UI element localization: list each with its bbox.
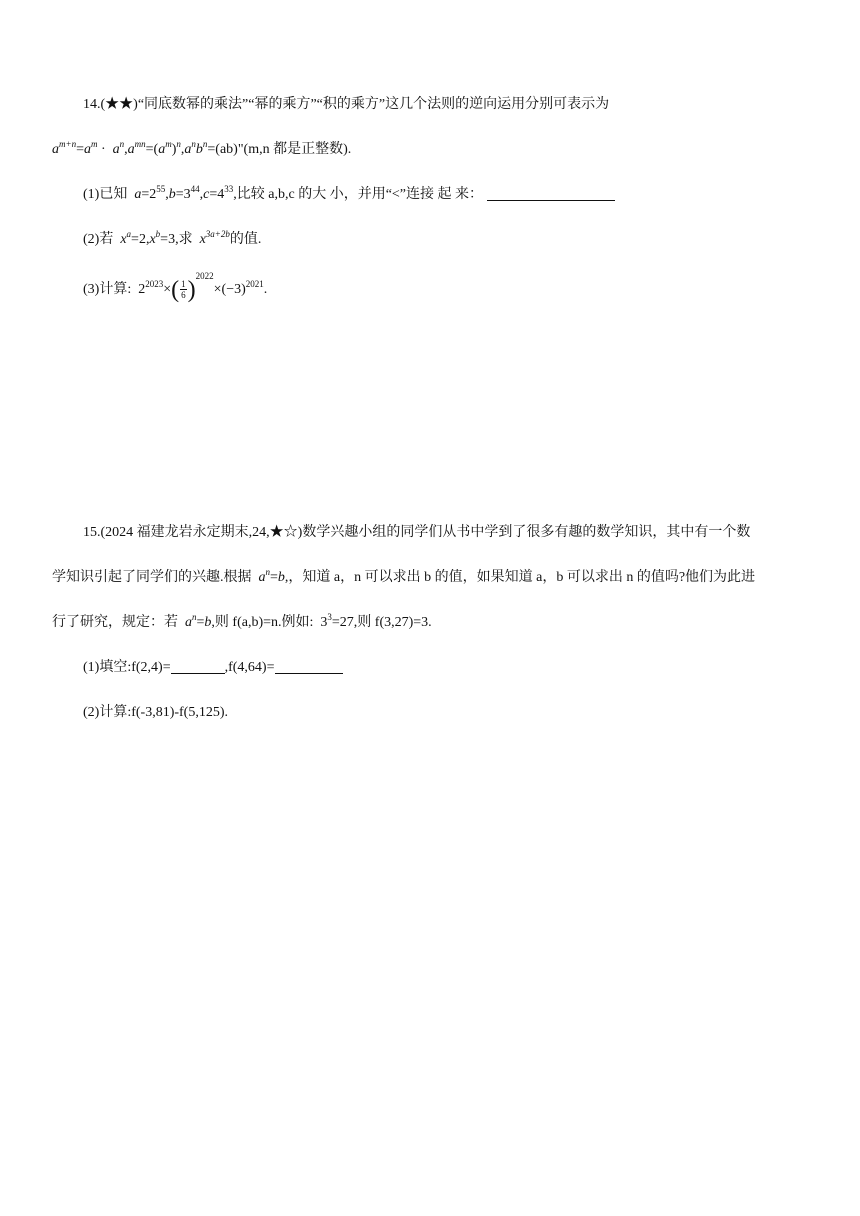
- q15-part2: (2)计算:f(-3,81)-f(5,125).: [83, 705, 229, 720]
- q15-line2: 学知识引起了同学们的兴趣.根据 $a^n=b$,，知道 a，n 可以求出 b 的值，如果知道 a，b 可以求出 n 的值吗?他们为此进: [52, 567, 756, 585]
- answer-blank-2[interactable]: [275, 659, 343, 674]
- q15-part1: (1)填空:f(2,4)= ,f(4,64)=: [83, 659, 343, 677]
- q14-part1: (1)已知 $a=2^{55},b=3^{44},c=4^{33}$,比较 a,b,c 的大 小，并用“<”连接 起 来：: [83, 186, 615, 204]
- answer-blank-1[interactable]: [171, 659, 225, 674]
- q14-part2: (2)若 $x^a=2,x^b=3$,求 $x^{3a+2b}$的值.: [83, 229, 262, 247]
- fraction: $\frac{1}{6}$: [181, 279, 186, 301]
- answer-blank[interactable]: [487, 186, 615, 201]
- q14-intro: 14.(★★)“同底数幂的乘法”“幂的乘方”“积的乘方”这几个法则的逆向运用分别可表示为: [83, 97, 610, 112]
- q14-part3: (3)计算: $2^{2023}\times$( $\frac{1}{6}$ )$^{2022}\times(-3)^{2021}$.: [83, 271, 268, 303]
- q15-line1: 15.(2024 福建龙岩永定期末,24,★☆)数学兴趣小组的同学们从书中学到了很多有趣的数学知识，其中有一个数: [83, 525, 751, 540]
- q14-rule-formulas: $a^{m+n}=a^m$ · $a^n,a^{mn}=(a^m)^n,a^nb^n=(ab)"(m,n$ 都是正整数).: [52, 139, 352, 157]
- q15-line3: 行了研究，规定：若 $a^n=b$,则 f(a,b)=n.例如: $3^3=27$,则 f(3,27)=3.: [52, 612, 432, 630]
